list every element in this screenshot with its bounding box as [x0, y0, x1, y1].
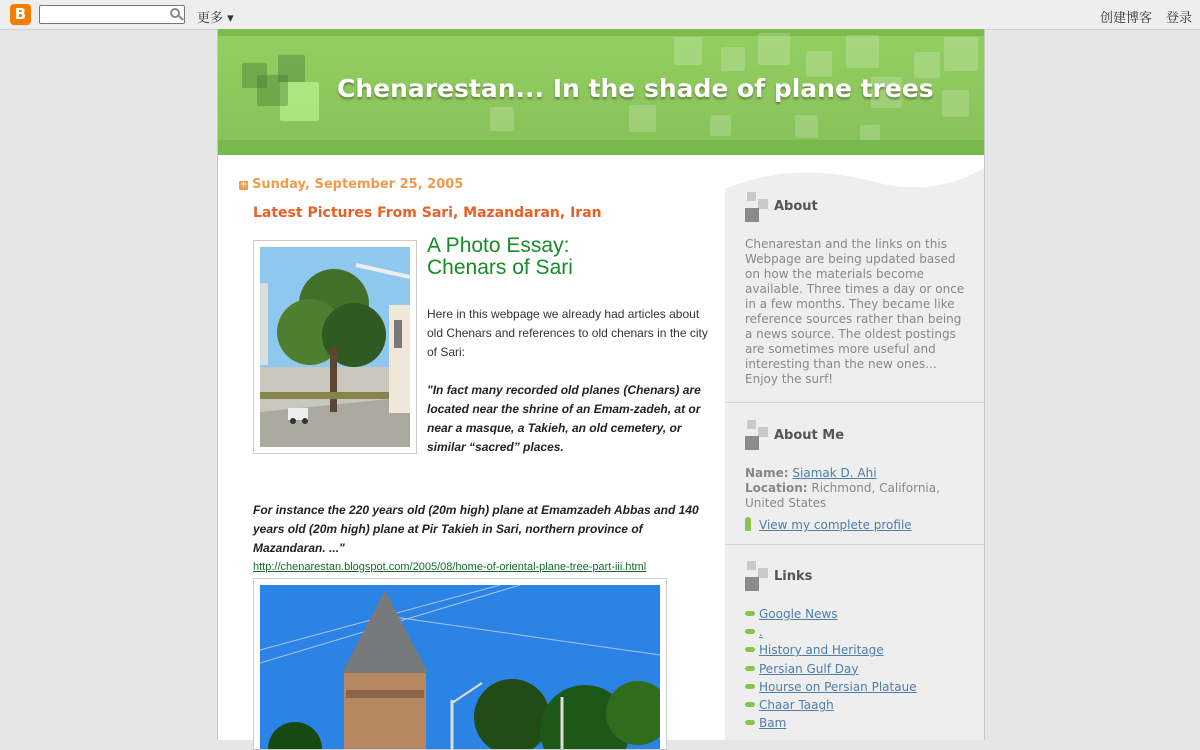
blog-container: [217, 29, 985, 740]
link-hourse-persian-plataue[interactable]: Hourse on Persian Plataue: [759, 679, 917, 694]
sidebar: [725, 155, 984, 740]
sidebar-divider: [725, 402, 984, 403]
link-history-heritage[interactable]: History and Heritage: [759, 643, 884, 658]
header-logo-square: [257, 75, 288, 106]
link-bam[interactable]: Bam: [759, 716, 787, 731]
tower-photo-image: [260, 585, 660, 749]
post-reference-link[interactable]: http://chenarestan.blogspot.com/2005/08/home-of-oriental-plane-tree-part-iii.html: [253, 561, 647, 573]
profile-link-line: [745, 517, 965, 533]
link-persian-gulf-day[interactable]: Persian Gulf Day: [759, 661, 859, 676]
photo-essay-title: [427, 235, 573, 279]
view-profile-link[interactable]: View my complete profile: [759, 518, 912, 532]
post-quote-second: For instance the 220 years old (20m high) plane at Emamzadeh Abbas and 140 years old (20m high) plane at Pir Takieh in Sari, northern province of Mazandaran. ...": [253, 503, 699, 555]
links-item: [745, 698, 965, 716]
more-menu[interactable]: 更多 ▾: [197, 11, 234, 26]
about-text: Chenarestan and the links on this Webpage are being updated based on how the materials become available. Three times a day or once in a few months. They became like reference sources rather than being a news source. The oldest postings are sometimes more useful and interesting than the new ones... Enjoy the surf!: [745, 237, 965, 386]
header-decor-square: [490, 107, 514, 131]
link-bullet-icon: [745, 684, 755, 689]
photo-essay-title-line2: Chenars of Sari: [427, 256, 573, 279]
links-item: [745, 662, 965, 680]
link-bullet-icon: [745, 702, 755, 707]
header-green-strip: [218, 147, 984, 155]
header-decor-square: [846, 35, 879, 68]
profile-location-line: [745, 481, 965, 511]
post-date: [239, 177, 463, 192]
links-icon: [745, 561, 770, 591]
links-item: [745, 643, 965, 661]
header-decor-square: [860, 125, 880, 145]
profile-name-line: [745, 466, 965, 481]
header-decor-square: [795, 115, 818, 138]
about-heading: About: [774, 199, 818, 214]
profile-location-label: Location:: [745, 481, 808, 495]
link-bullet-icon: [745, 666, 755, 671]
links-list: [745, 607, 965, 734]
profile-location-value: Richmond, California, United States: [745, 481, 940, 510]
login-link[interactable]: 登录: [1166, 11, 1193, 26]
sidebar-divider: [725, 544, 984, 545]
profile-name-link[interactable]: Siamak D. Ahi: [792, 466, 877, 480]
tower-photo-frame[interactable]: [253, 578, 667, 750]
link-google-news[interactable]: Google News: [759, 607, 838, 621]
link-bullet-icon: [745, 647, 755, 652]
header-decor-square: [944, 37, 978, 71]
link-bullet-icon: [745, 629, 755, 634]
header-decor-square: [942, 90, 969, 117]
link-bullet-icon: [745, 720, 755, 725]
link-chaar-taagh[interactable]: Chaar Taagh: [759, 697, 834, 712]
create-blog-link[interactable]: 创建博客: [1100, 11, 1153, 26]
header-decor-square: [629, 105, 656, 132]
post-title[interactable]: Latest Pictures From Sari, Mazandaran, Iran: [253, 205, 602, 221]
post-paragraph: Here in this webpage we already had articles about old Chenars and references to old chenars in the city of Sari:: [427, 307, 708, 359]
street-photo[interactable]: [260, 247, 410, 447]
street-photo-image: [260, 247, 410, 447]
profile-details: [745, 466, 965, 533]
header-decor-square: [758, 33, 790, 65]
about-icon: [745, 192, 770, 222]
photo-essay-title-line1: A Photo Essay:: [427, 234, 570, 257]
search-input[interactable]: [39, 5, 185, 24]
blog-header: [218, 29, 984, 155]
header-decor-square: [674, 37, 702, 65]
main-column: [218, 155, 725, 740]
post-quote-first: "In fact many recorded old planes (Chenars) are located near the shrine of an Emam-zadeh, at or near a masque, a Takieh, an old cemetery, or similar “sacred” places.: [427, 383, 701, 454]
profile-icon: [745, 517, 751, 531]
link-dot[interactable]: .: [759, 625, 763, 640]
links-item: [745, 716, 965, 734]
about-me-heading: About Me: [774, 428, 845, 443]
about-me-icon: [745, 420, 770, 450]
tower-photo[interactable]: [260, 585, 660, 749]
blog-title[interactable]: Chenarestan... In the shade of plane trees: [337, 74, 934, 103]
links-item: [745, 680, 965, 698]
links-item: [745, 607, 965, 625]
links-item: [745, 625, 965, 643]
header-decor-square: [710, 115, 731, 136]
profile-name-label: Name:: [745, 466, 789, 480]
search-icon[interactable]: [170, 8, 180, 18]
header-decor-square: [721, 47, 745, 71]
post-date-text: Sunday, September 25, 2005: [252, 177, 464, 192]
blogger-navbar: [0, 0, 1200, 30]
street-photo-frame[interactable]: [253, 240, 417, 454]
blogger-logo-icon[interactable]: B: [10, 4, 31, 25]
date-toggle-icon[interactable]: +: [239, 180, 248, 190]
link-bullet-icon: [745, 611, 755, 616]
links-heading: Links: [774, 569, 813, 584]
